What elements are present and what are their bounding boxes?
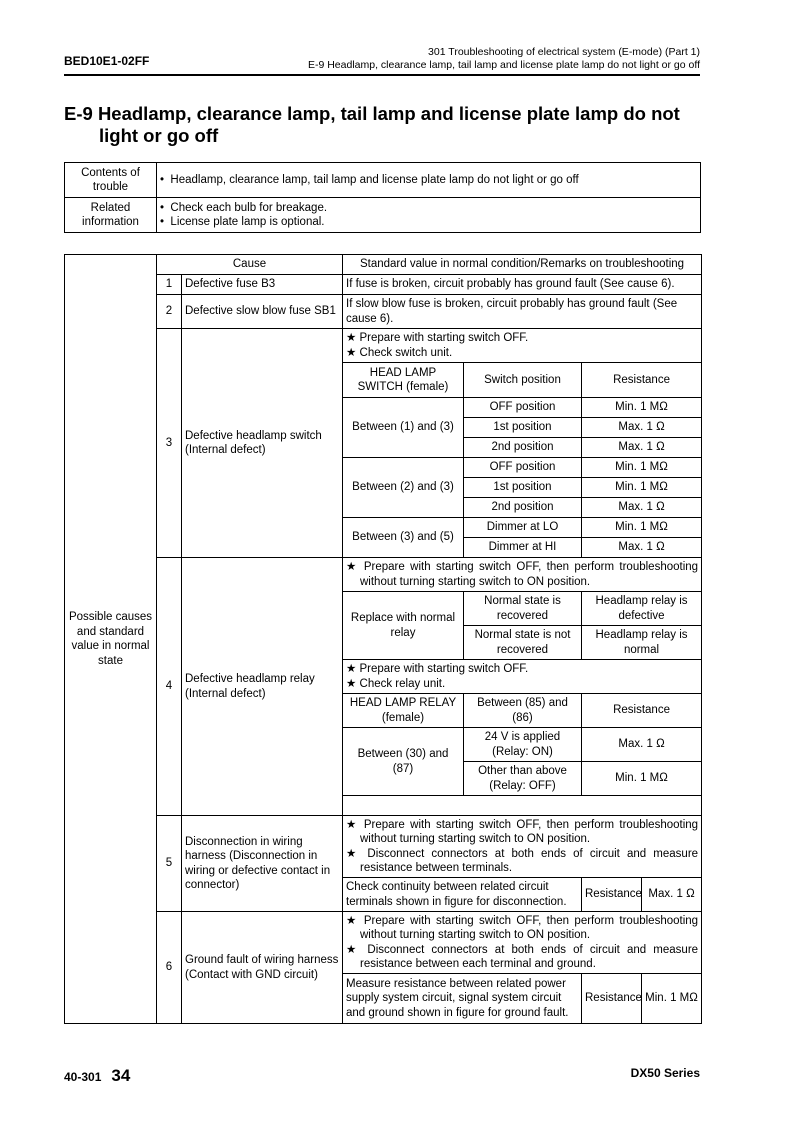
footer-code: 40-301 [64,1070,102,1084]
resistance-value: Min. 1 MΩ [642,974,702,1024]
document-code: BED10E1-02FF [64,54,150,68]
cause-label: Defective slow blow fuse SB1 [182,295,343,329]
cause-label: Defective fuse B3 [182,275,343,295]
star-icon: ★ [346,914,359,927]
resistance-value: Max. 1 Ω [582,418,702,438]
cause-number: 4 [157,558,182,816]
ground-fault-check: Measure resistance between related power supply system circuit, signal system circuit and ground shown in figure for ground fault. [343,974,582,1024]
star-icon: ★ [346,943,361,956]
header-topic-title: E-9 Headlamp, clearance lamp, tail lamp and license plate lamp do not light or go off [307,59,700,71]
note-item: ★ Prepare with starting switch OFF, then perform troubleshooting without turning starting switch to ON position. [346,561,699,588]
cause-label: Disconnection in wiring harness (Disconnection in wiring or defective contact in connector) [182,816,343,912]
star-icon: ★ [346,663,357,675]
cause-notes [343,660,702,694]
resistance-value: Max. 1 Ω [582,728,702,762]
title-line-1: Headlamp, clearance lamp, tail lamp and license plate lamp do not [97,103,680,124]
switch-position: Dimmer at LO [464,518,582,538]
header-rule [64,74,700,76]
footer-page-ref [64,1066,130,1086]
resistance-label: Resistance [582,878,642,912]
star-icon: ★ [346,677,357,690]
star-icon: ★ [346,818,359,831]
page-title [64,103,714,147]
cause-label: Defective headlamp relay (Internal defect) [182,558,343,816]
title-line-2: light or go off [99,125,219,146]
between-2-3: Between (2) and (3) [343,458,464,518]
resistance-value: Max. 1 Ω [582,438,702,458]
cause-number: 2 [157,295,182,329]
relay-normal: Headlamp relay is normal [582,626,702,660]
running-header [308,46,700,72]
note-item: ★ Disconnect connectors at both ends of circuit and measure resistance between terminals. [346,847,699,874]
resistance-value: Max. 1 Ω [582,538,702,558]
star-icon: ★ [346,847,361,860]
resistance-header: Resistance [582,363,702,398]
state-not-recovered: Normal state is not recovered [464,626,582,660]
switch-position-header: Switch position [464,363,582,398]
switch-position: 1st position [464,418,582,438]
note-item: ★ Check switch unit. [346,346,453,359]
state-recovered: Normal state is recovered [464,592,582,626]
footer-series: DX50 Series [630,1066,700,1080]
switch-position: OFF position [464,458,582,478]
cause-label: Ground fault of wiring harness (Contact with GND circuit) [182,912,343,1024]
resistance-value: Min. 1 MΩ [582,458,702,478]
bullet-icon: • [160,173,165,186]
star-icon: ★ [346,332,357,344]
resistance-value: Min. 1 MΩ [582,518,702,538]
note-item: ★ Check relay unit. [346,677,446,690]
switch-position: 2nd position [464,438,582,458]
cause-number: 5 [157,816,182,912]
between-1-3: Between (1) and (3) [343,398,464,458]
bullet-icon: • [160,201,165,214]
note-item: ★ Prepare with starting switch OFF. [346,332,529,344]
contents-label: Contents of trouble [65,163,157,198]
cause-remark: If slow blow fuse is broken, circuit probably has ground fault (See cause 6). [343,295,702,329]
row-header-possible-causes: Possible causes and standard value in normal state [65,255,157,1024]
switch-position: OFF position [464,398,582,418]
between-3-5: Between (3) and (5) [343,518,464,558]
note-item: ★ Prepare with starting switch OFF. [346,663,529,675]
relay-part-header: HEAD LAMP RELAY (female) [343,694,464,728]
related-item: • License plate lamp is optional. [160,216,325,228]
cause-notes [343,912,702,974]
blank-cell [343,796,702,816]
note-item: ★ Prepare with starting switch OFF, then perform troubleshooting without turning starting switch to ON position. [346,914,699,941]
column-header-standard: Standard value in normal condition/Remarks on troubleshooting [343,255,702,275]
star-icon: ★ [346,346,357,359]
trouble-info-table [64,162,701,233]
resistance-value: Max. 1 Ω [642,878,702,912]
resistance-value: Min. 1 MΩ [582,398,702,418]
column-header-cause: Cause [157,255,343,275]
cause-number: 6 [157,912,182,1024]
relay-defective: Headlamp relay is defective [582,592,702,626]
related-item: • Check each bulb for breakage. [160,201,328,214]
cause-notes [343,816,702,878]
resistance-header: Resistance [582,694,702,728]
cause-notes [343,558,702,592]
title-number: E-9 [64,103,93,124]
cause-number: 1 [157,275,182,295]
resistance-label: Resistance [582,974,642,1024]
between-30-87: Between (30) and (87) [343,728,464,796]
causes-table [64,254,702,1024]
switch-part-header: HEAD LAMP SWITCH (female) [343,363,464,398]
replace-relay-label: Replace with normal relay [343,592,464,660]
continuity-check: Check continuity between related circuit terminals shown in figure for disconnection. [343,878,582,912]
cause-label: Defective headlamp switch (Internal defect) [182,329,343,558]
footer-page-number: 34 [111,1066,131,1085]
relay-between-header: Between (85) and (86) [464,694,582,728]
related-value [157,198,701,233]
related-label: Related information [65,198,157,233]
relay-on-condition: 24 V is applied (Relay: ON) [464,728,582,762]
header-section-title: 301 Troubleshooting of electrical system (E-mode) (Part 1) [428,46,700,58]
note-item: ★ Prepare with starting switch OFF, then perform troubleshooting without turning starting switch to ON position. [346,818,699,845]
star-icon: ★ [346,561,359,573]
relay-off-condition: Other than above (Relay: OFF) [464,762,582,796]
bullet-icon: • [160,216,165,228]
resistance-value: Min. 1 MΩ [582,762,702,796]
switch-position: Dimmer at HI [464,538,582,558]
switch-position: 2nd position [464,498,582,518]
resistance-value: Min. 1 MΩ [582,478,702,498]
contents-value: • Headlamp, clearance lamp, tail lamp and license plate lamp do not light or go off [157,163,701,198]
cause-notes [343,329,702,363]
switch-position: 1st position [464,478,582,498]
cause-remark: If fuse is broken, circuit probably has ground fault (See cause 6). [343,275,702,295]
note-item: ★ Disconnect connectors at both ends of circuit and measure resistance between each terminal and ground. [346,943,699,970]
cause-number: 3 [157,329,182,558]
resistance-value: Max. 1 Ω [582,498,702,518]
